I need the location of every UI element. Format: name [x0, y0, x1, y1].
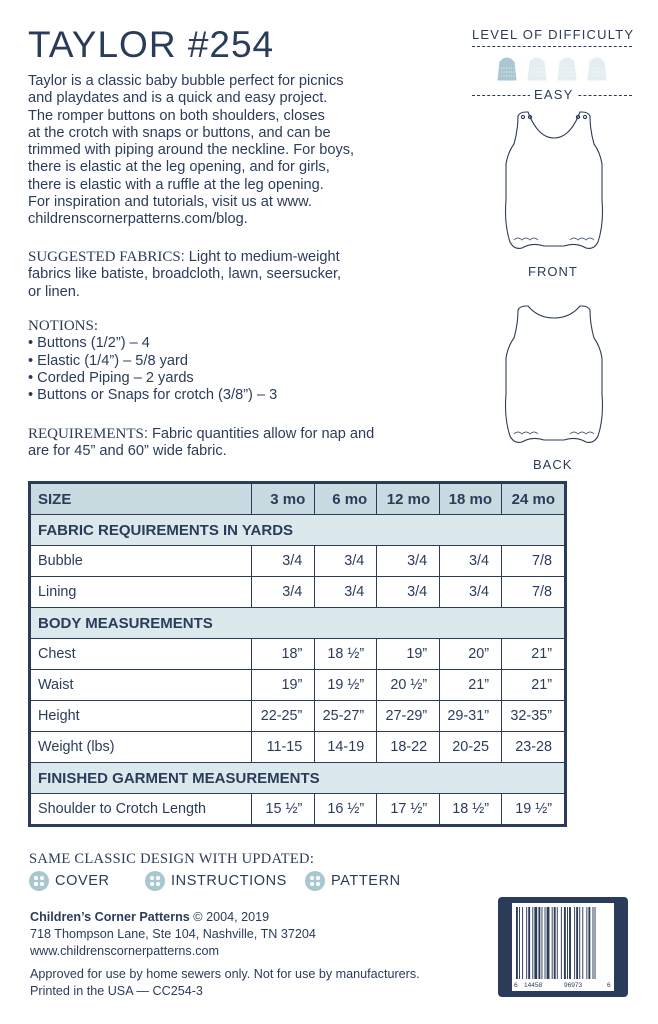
description-line: The romper buttons on both shoulders, closes [28, 107, 325, 124]
barcode-bar [588, 907, 590, 979]
description-line: there is elastic at the leg opening, and for girls, [28, 159, 330, 176]
barcode-label [512, 903, 614, 991]
barcode-bar [547, 907, 550, 979]
table-cell: 3/4 [252, 577, 315, 608]
row-label: Chest [31, 639, 252, 670]
barcode-bar [532, 907, 533, 979]
barcode-bar [545, 907, 546, 979]
front-view-sketch [498, 108, 610, 256]
description-line: and playdates and is a quick and easy project. [28, 90, 328, 107]
button-icon [145, 871, 165, 891]
updated-item-cover [29, 871, 110, 891]
difficulty-thimbles [494, 54, 614, 82]
thimble-empty-icon [558, 58, 576, 80]
thimble-filled-icon [498, 58, 516, 80]
table-row [31, 639, 565, 670]
website-link[interactable]: www.childrenscornerpatterns.com [30, 943, 219, 958]
table-cell: 20” [440, 639, 502, 670]
table-cell: 3/4 [315, 546, 377, 577]
pattern-description [28, 73, 408, 229]
table-cell: 3/4 [440, 577, 502, 608]
section-row [31, 763, 565, 794]
updated-item-label: COVER [55, 873, 110, 889]
updated-item-instructions [145, 871, 287, 891]
table-cell: 27-29” [377, 701, 440, 732]
table-cell: 3/4 [377, 546, 440, 577]
updated-item-pattern [305, 871, 401, 891]
table-row [31, 546, 565, 577]
thimble-empty-icon [588, 58, 606, 80]
barcode-digit: 6 [607, 982, 611, 989]
table-cell: 3/4 [440, 546, 502, 577]
barcode-bar [554, 907, 556, 979]
column-header: SIZE [31, 484, 252, 515]
barcode-bar [552, 907, 553, 979]
notion-item: • Corded Piping – 2 yards [28, 369, 194, 386]
row-label: Waist [31, 670, 252, 701]
footer-legal [30, 966, 420, 1000]
section-title: FABRIC REQUIREMENTS IN YARDS [31, 515, 565, 546]
barcode-bar [534, 907, 537, 979]
column-header: 18 mo [440, 484, 502, 515]
column-header: 12 mo [377, 484, 440, 515]
barcode-bar [561, 907, 562, 979]
description-line: childrenscornerpatterns.com/blog. [28, 211, 248, 228]
notions-list [28, 318, 408, 404]
updated-item-label: PATTERN [331, 873, 401, 889]
table-cell: 14-19 [315, 732, 377, 763]
company-name: Children’s Corner Patterns [30, 910, 190, 924]
table-row [31, 701, 565, 732]
row-label: Weight (lbs) [31, 732, 252, 763]
row-label: Lining [31, 577, 252, 608]
column-header: 24 mo [502, 484, 565, 515]
notion-item: • Elastic (1/4”) – 5/8 yard [28, 352, 189, 369]
table-cell: 20-25 [440, 732, 502, 763]
column-header: 3 mo [252, 484, 315, 515]
barcode-bar [557, 907, 558, 979]
requirements-text: : Fabric quantities allow for nap and [143, 426, 375, 442]
barcode-bar [574, 907, 575, 979]
barcode-bar [576, 907, 578, 979]
table-cell: 23-28 [502, 732, 565, 763]
requirements [28, 426, 418, 461]
barcode-bar [516, 907, 518, 979]
table-cell: 18 ½” [440, 794, 502, 825]
description-line: For inspiration and tutorials, visit us at www. [28, 194, 312, 211]
section-title: FINISHED GARMENT MEASUREMENTS [31, 763, 565, 794]
barcode-bar [595, 907, 596, 979]
table-cell: 3/4 [315, 577, 377, 608]
section-row [31, 515, 565, 546]
barcode-bar [538, 907, 540, 979]
barcode-bar [526, 907, 527, 979]
barcode-bar [522, 907, 523, 979]
button-icon [305, 871, 325, 891]
table-cell: 25-27” [315, 701, 377, 732]
section-title: BODY MEASUREMENTS [31, 608, 565, 639]
table-cell: 19” [377, 639, 440, 670]
size-chart-table [30, 483, 565, 825]
approval-note: Approved for use by home sewers only. Not for use by manufacturers. [30, 967, 420, 981]
table-cell: 7/8 [502, 546, 565, 577]
footer-address [30, 909, 316, 959]
requirements-text: are for 45” and 60” wide fabric. [28, 443, 227, 460]
row-label: Shoulder to Crotch Length [31, 794, 252, 825]
barcode-digit: 14458 [524, 982, 543, 989]
row-label: Bubble [31, 546, 252, 577]
table-cell: 18-22 [377, 732, 440, 763]
front-label: FRONT [528, 264, 578, 279]
table-cell: 32-35” [502, 701, 565, 732]
barcode-digit: 96973 [564, 982, 583, 989]
barcode-bar [582, 907, 583, 979]
notion-item: • Buttons (1/2”) – 4 [28, 335, 150, 352]
table-cell: 19 ½” [315, 670, 377, 701]
barcode [498, 897, 628, 997]
pattern-title: TAYLOR #254 [28, 24, 275, 65]
button-icon [29, 871, 49, 891]
table-row [31, 732, 565, 763]
table-cell: 17 ½” [377, 794, 440, 825]
fabrics-text: fabrics like batiste, broadcloth, lawn, seersucker, [28, 266, 342, 283]
table-cell: 7/8 [502, 577, 565, 608]
difficulty-title: LEVEL OF DIFFICULTY [472, 27, 635, 42]
table-cell: 18 ½” [315, 639, 377, 670]
table-cell: 15 ½” [252, 794, 315, 825]
barcode-bar [569, 907, 571, 979]
table-cell: 3/4 [252, 546, 315, 577]
barcode-bar [519, 907, 520, 979]
table-cell: 3/4 [377, 577, 440, 608]
barcode-digit: 6 [514, 982, 518, 989]
table-cell: 20 ½” [377, 670, 440, 701]
copyright: © 2004, 2019 [189, 910, 270, 924]
barcode-bar [542, 907, 543, 979]
table-cell: 11-15 [252, 732, 315, 763]
barcode-bar [567, 907, 568, 979]
column-header: 6 mo [315, 484, 377, 515]
difficulty-level: EASY [530, 87, 577, 102]
barcode-bar [579, 907, 580, 979]
notions-heading: NOTIONS: [28, 318, 98, 334]
barcode-bar [586, 907, 587, 979]
table-row [31, 794, 565, 825]
description-line: there is elastic with a ruffle at the leg opening. [28, 176, 324, 193]
barcode-bar [593, 907, 594, 979]
table-cell: 22-25” [252, 701, 315, 732]
description-line: trimmed with piping around the neckline. For boys, [28, 142, 355, 159]
notion-item: • Buttons or Snaps for crotch (3/8”) – 3 [28, 387, 278, 404]
table-cell: 21” [502, 639, 565, 670]
table-header-row [31, 484, 565, 515]
table-cell: 21” [440, 670, 502, 701]
requirements-heading: REQUIREMENTS [28, 426, 144, 442]
thimble-empty-icon [528, 58, 546, 80]
table-row [31, 577, 565, 608]
description-line: Taylor is a classic baby bubble perfect for picnics [28, 73, 344, 89]
updated-heading: SAME CLASSIC DESIGN WITH UPDATED: [29, 851, 315, 867]
row-label: Height [31, 701, 252, 732]
barcode-bar [528, 907, 530, 979]
table-cell: 19 ½” [502, 794, 565, 825]
table-cell: 18” [252, 639, 315, 670]
description-line: at the crotch with snaps or buttons, and can be [28, 124, 331, 141]
table-cell: 19” [252, 670, 315, 701]
updated-item-label: INSTRUCTIONS [171, 873, 287, 889]
printed-note: Printed in the USA — CC254-3 [30, 983, 203, 998]
back-label: BACK [533, 457, 573, 472]
table-cell: 21” [502, 670, 565, 701]
table-row [31, 670, 565, 701]
table-cell: 16 ½” [315, 794, 377, 825]
fabrics-text: : Light to medium-weight [180, 249, 340, 265]
fabrics-heading: SUGGESTED FABRICS [28, 249, 181, 265]
barcode-bar [564, 907, 566, 979]
fabrics-text: or linen. [28, 283, 80, 300]
suggested-fabrics [28, 249, 408, 301]
table-cell: 29-31” [440, 701, 502, 732]
section-row [31, 608, 565, 639]
back-view-sketch [498, 302, 610, 450]
street-address: 718 Thompson Lane, Ste 104, Nashville, TN 37204 [30, 926, 316, 941]
divider [472, 46, 632, 47]
